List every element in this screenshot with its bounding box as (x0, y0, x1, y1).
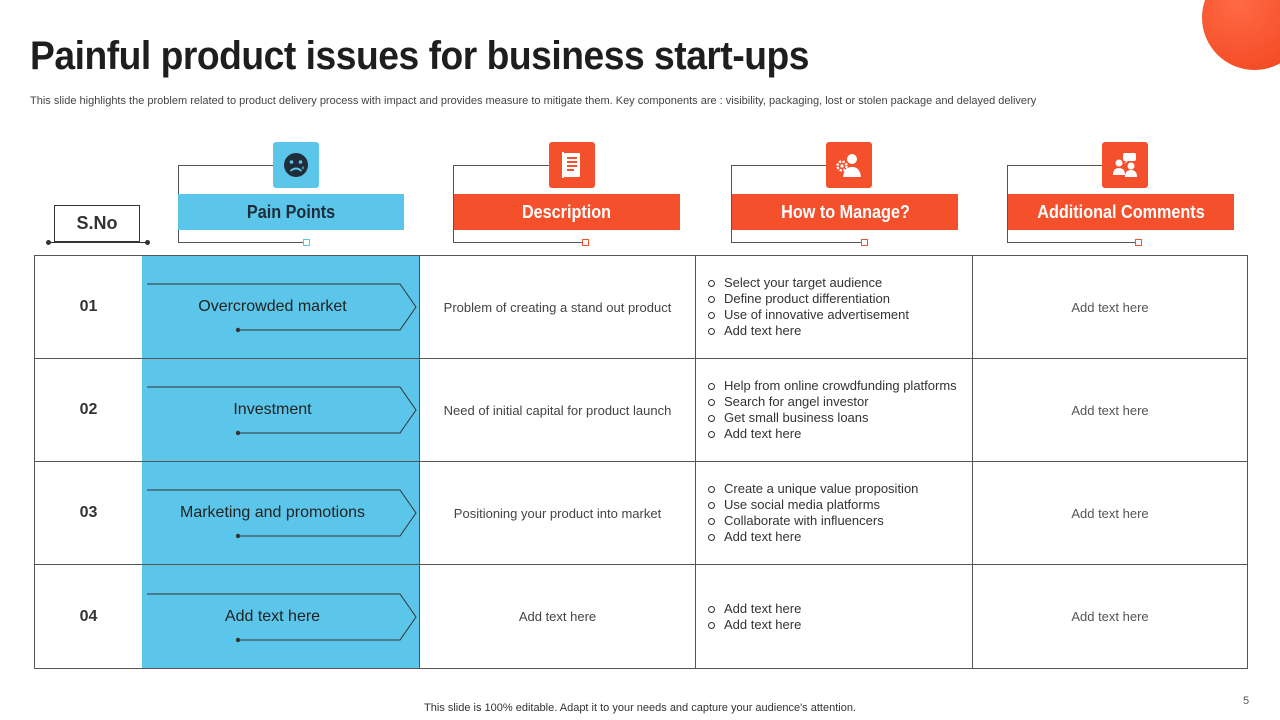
pain-point-label: Investment (233, 401, 312, 418)
table-row (35, 565, 1247, 668)
row-sno: 01 (79, 298, 98, 315)
page-subtitle: This slide highlights the problem related to product delivery process with impact and provides measure to mitigate them. Key components are : visibility, packaging, lost or stolen package and delayed delivery (30, 95, 1037, 107)
sad-face-icon (273, 142, 319, 188)
row-pain-point (142, 256, 419, 358)
header-sno-underline (48, 242, 148, 243)
page-title: Painful product issues for business start-ups (30, 34, 810, 78)
header-pain-marker (303, 239, 310, 246)
header-sno-dot-left (46, 240, 51, 245)
manager-gear-icon (826, 142, 872, 188)
row-pain-point (142, 462, 419, 564)
row-how-to-manage (695, 565, 972, 668)
list-item: Get small business loans (706, 410, 957, 426)
row-description: Need of initial capital for product launch (419, 359, 695, 461)
header-manage-marker (861, 239, 868, 246)
header-sno: S.No (54, 205, 140, 242)
row-description: Problem of creating a stand out product (419, 256, 695, 358)
document-icon (549, 142, 595, 188)
header-additional-comments: Additional Comments (1008, 194, 1234, 230)
pain-point-label: Marketing and promotions (180, 504, 365, 521)
list-item: Define product differentiation (706, 291, 909, 307)
row-description: Positioning your product into market (419, 462, 695, 564)
row-comment: Add text here (972, 462, 1247, 564)
header-desc-marker (582, 239, 589, 246)
table-row (35, 359, 1247, 462)
header-comments-marker (1135, 239, 1142, 246)
row-pain-point (142, 359, 419, 461)
issues-table (34, 255, 1248, 669)
list-item: Select your target audience (706, 275, 909, 291)
row-comment: Add text here (972, 359, 1247, 461)
list-item: Add text here (706, 529, 918, 545)
list-item: Collaborate with influencers (706, 513, 918, 529)
pain-point-label: Overcrowded market (198, 298, 347, 315)
discussion-icon (1102, 142, 1148, 188)
header-how-to-manage: How to Manage? (732, 194, 958, 230)
list-item: Search for angel investor (706, 394, 957, 410)
row-sno: 04 (79, 607, 98, 625)
table-row (35, 256, 1247, 359)
row-sno: 02 (79, 401, 98, 418)
row-description: Add text here (419, 565, 695, 668)
list-item: Help from online crowdfunding platforms (706, 378, 957, 394)
decorative-circle (1202, 0, 1280, 70)
row-comment: Add text here (972, 565, 1247, 668)
row-how-to-manage (695, 359, 972, 461)
row-comment: Add text here (972, 256, 1247, 358)
list-item: Add text here (706, 323, 909, 339)
list-item: Add text here (706, 617, 801, 633)
row-pain-point (142, 565, 419, 668)
header-description: Description (454, 194, 680, 230)
list-item: Use social media platforms (706, 497, 918, 513)
footer-note: This slide is 100% editable. Adapt it to your needs and capture your audience's attention. (424, 702, 856, 714)
header-sno-dot-right (145, 240, 150, 245)
pain-point-label: Add text here (224, 607, 321, 625)
row-sno: 03 (79, 504, 98, 521)
table-row (35, 462, 1247, 565)
row-how-to-manage (695, 256, 972, 358)
row-how-to-manage (695, 462, 972, 564)
header-pain-points: Pain Points (178, 194, 404, 230)
list-item: Add text here (706, 426, 957, 442)
page-number: 5 (1243, 695, 1250, 707)
list-item: Use of innovative advertisement (706, 307, 909, 323)
list-item: Add text here (706, 601, 801, 617)
list-item: Create a unique value proposition (706, 481, 918, 497)
